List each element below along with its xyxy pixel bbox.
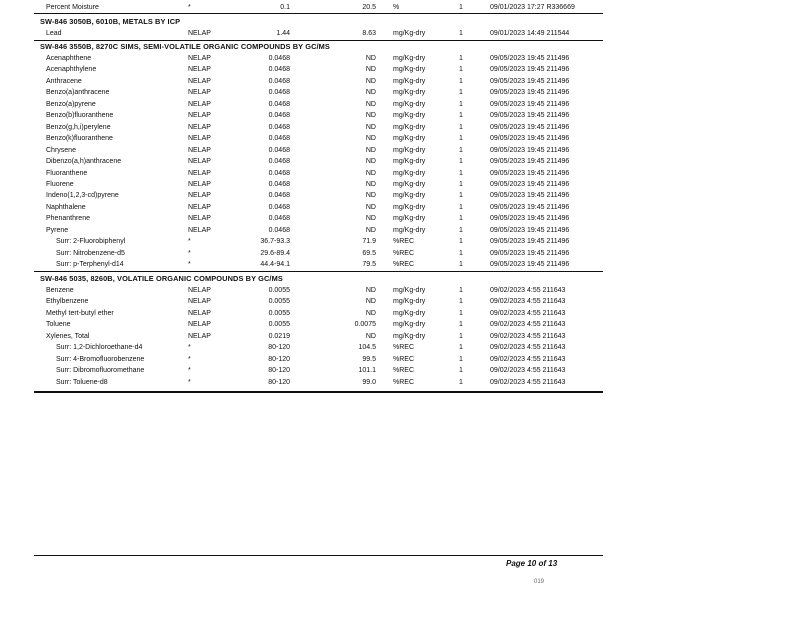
table-row — [0, 156, 800, 167]
analysis-date-batch: 09/02/2023 4:55 211643 — [490, 332, 566, 340]
analysis-date-batch: 09/05/2023 19:45 211496 — [490, 180, 570, 188]
analysis-date-batch: 09/02/2023 4:55 211643 — [490, 344, 566, 352]
dilution-factor: 1 — [459, 100, 463, 108]
units: mg/Kg-dry — [393, 332, 426, 340]
dilution-factor: 1 — [459, 192, 463, 200]
analyte-name: Percent Moisture — [46, 4, 99, 11]
result-value: 8.63 — [362, 30, 376, 37]
result-value: 0.0075 — [354, 321, 376, 329]
analyte-name: Toluene — [46, 321, 71, 329]
analysis-date-batch: 09/05/2023 19:45 211496 — [490, 238, 570, 246]
analyte-name: Lead — [46, 30, 62, 37]
units: mg/Kg-dry — [393, 192, 426, 200]
table-row — [0, 122, 800, 133]
result-value: ND — [365, 215, 376, 223]
scan-mark: 019 — [534, 579, 545, 585]
result-value: ND — [365, 146, 376, 154]
analyte-name: Benzo(a)pyrene — [46, 100, 96, 108]
reporting-limit: 80-120 — [268, 344, 290, 352]
table-row — [0, 2, 800, 13]
certification: * — [188, 249, 191, 257]
reporting-limit: 0.0468 — [268, 192, 290, 200]
reporting-limit: 0.0468 — [268, 180, 290, 188]
certification: NELAP — [188, 192, 211, 200]
dilution-factor: 1 — [459, 249, 463, 257]
result-value: 99.0 — [362, 378, 376, 386]
reporting-limit: 80-120 — [268, 378, 290, 386]
table-row — [0, 99, 800, 110]
reporting-limit: 0.0468 — [268, 146, 290, 154]
result-value: 71.9 — [362, 238, 376, 246]
analysis-date-batch: 09/05/2023 19:45 211496 — [490, 261, 570, 269]
certification: NELAP — [188, 332, 211, 340]
table-row — [0, 213, 800, 224]
certification: NELAP — [188, 135, 211, 143]
analyte-name: Benzo(b)fluoranthene — [46, 112, 114, 120]
units: mg/Kg-dry — [393, 226, 426, 234]
analyte-name: Xylenes, Total — [46, 332, 90, 340]
analyte-name: Phenanthrene — [46, 215, 90, 223]
certification: * — [188, 355, 191, 363]
reporting-limit: 80-120 — [268, 367, 290, 375]
certification: * — [188, 378, 191, 386]
analyte-name: Naphthalene — [46, 203, 86, 211]
dilution-factor: 1 — [459, 135, 463, 143]
reporting-limit: 0.0468 — [268, 203, 290, 211]
analyte-name: Ethylbenzene — [46, 298, 89, 306]
analyte-name: Surr: Nitrobenzene-d5 — [56, 249, 125, 257]
certification: NELAP — [188, 169, 211, 177]
result-value: 101.1 — [358, 367, 376, 375]
units: %REC — [393, 355, 415, 363]
reporting-limit: 0.0055 — [268, 287, 290, 294]
table-row — [0, 331, 800, 342]
dilution-factor: 1 — [459, 180, 463, 188]
dilution-factor: 1 — [459, 146, 463, 154]
result-value: ND — [365, 123, 376, 131]
table-row — [0, 53, 800, 64]
result-value: ND — [365, 180, 376, 188]
certification: * — [188, 4, 191, 11]
analyte-name: Surr: p-Terphenyl-d14 — [56, 261, 124, 269]
units: mg/Kg-dry — [393, 215, 426, 223]
reporting-limit: 0.0055 — [268, 309, 290, 317]
result-value: ND — [365, 298, 376, 306]
units: mg/Kg-dry — [393, 169, 426, 177]
analyte-name: Fluorene — [46, 180, 74, 188]
dilution-factor: 1 — [459, 298, 463, 306]
dilution-factor: 1 — [459, 30, 463, 37]
analysis-date-batch: 09/02/2023 4:55 211643 — [490, 321, 566, 329]
certification: NELAP — [188, 146, 211, 154]
dilution-factor: 1 — [459, 321, 463, 329]
units: mg/Kg-dry — [393, 158, 426, 166]
dilution-factor: 1 — [459, 344, 463, 352]
analysis-date-batch: 09/05/2023 19:45 211496 — [490, 203, 570, 211]
result-value: ND — [365, 112, 376, 120]
result-value: 79.5 — [362, 261, 376, 269]
analysis-date-batch: 09/05/2023 19:45 211496 — [490, 158, 570, 166]
units: mg/Kg-dry — [393, 321, 426, 329]
result-value: 20.5 — [362, 4, 376, 11]
certification: NELAP — [188, 89, 211, 97]
units: % — [393, 4, 400, 11]
dilution-factor: 1 — [459, 215, 463, 223]
section-divider — [34, 391, 603, 393]
units: mg/Kg-dry — [393, 180, 426, 188]
analysis-date-batch: 09/05/2023 19:45 211496 — [490, 112, 570, 120]
section-title: SW-846 5035, 8260B, VOLATILE ORGANIC COMPOUNDS BY GC/MS — [40, 274, 283, 283]
analyte-name: Surr: Dibromofluoromethane — [56, 367, 145, 375]
result-value: ND — [365, 226, 376, 234]
dilution-factor: 1 — [459, 55, 463, 62]
dilution-factor: 1 — [459, 123, 463, 131]
reporting-limit: 0.0468 — [268, 112, 290, 120]
dilution-factor: 1 — [459, 226, 463, 234]
analyte-name: Indeno(1,2,3-cd)pyrene — [46, 192, 119, 200]
table-row — [0, 87, 800, 98]
analysis-date-batch: 09/05/2023 19:45 211496 — [490, 89, 570, 97]
units: mg/Kg-dry — [393, 55, 426, 62]
table-row — [0, 145, 800, 156]
result-value: ND — [365, 55, 376, 62]
result-value: ND — [365, 77, 376, 85]
reporting-limit: 36.7-93.3 — [260, 238, 290, 246]
result-value: ND — [365, 332, 376, 340]
certification: * — [188, 367, 191, 375]
table-row — [0, 202, 800, 213]
table-row — [0, 76, 800, 87]
units: mg/Kg-dry — [393, 287, 426, 294]
dilution-factor: 1 — [459, 169, 463, 177]
certification: * — [188, 238, 191, 246]
dilution-factor: 1 — [459, 378, 463, 386]
dilution-factor: 1 — [459, 332, 463, 340]
reporting-limit: 0.0468 — [268, 135, 290, 143]
table-row — [0, 168, 800, 179]
result-value: ND — [365, 192, 376, 200]
certification: NELAP — [188, 287, 211, 294]
table-row — [0, 296, 800, 307]
table-row — [0, 259, 800, 270]
table-row — [0, 342, 800, 353]
reporting-limit: 0.0468 — [268, 169, 290, 177]
units: %REC — [393, 238, 415, 246]
table-row — [0, 236, 800, 247]
certification: NELAP — [188, 100, 211, 108]
analyte-name: Benzo(a)anthracene — [46, 89, 110, 97]
dilution-factor: 1 — [459, 309, 463, 317]
table-row — [0, 110, 800, 121]
analyte-name: Methyl tert-butyl ether — [46, 309, 114, 317]
units: mg/Kg-dry — [393, 112, 426, 120]
table-row — [0, 179, 800, 190]
section-divider — [34, 13, 603, 14]
analysis-date-batch: 09/05/2023 19:45 211496 — [490, 249, 570, 257]
dilution-factor: 1 — [459, 112, 463, 120]
footer-divider — [34, 555, 603, 556]
units: %REC — [393, 378, 415, 386]
reporting-limit: 0.0468 — [268, 158, 290, 166]
analysis-date-batch: 09/05/2023 19:45 211496 — [490, 169, 570, 177]
reporting-limit: 0.0468 — [268, 100, 290, 108]
analysis-date-batch: 09/01/2023 14:49 211544 — [490, 30, 570, 37]
table-row — [0, 365, 800, 376]
units: %REC — [393, 367, 415, 375]
dilution-factor: 1 — [459, 203, 463, 211]
table-row — [0, 64, 800, 75]
certification: NELAP — [188, 180, 211, 188]
table-row — [0, 354, 800, 365]
reporting-limit: 44.4-94.1 — [260, 261, 290, 269]
certification: NELAP — [188, 112, 211, 120]
section-divider — [34, 40, 603, 41]
page-number: Page 10 of 13 — [506, 559, 558, 568]
analyte-name: Surr: Toluene-d8 — [56, 378, 108, 386]
analysis-date-batch: 09/05/2023 19:45 211496 — [490, 66, 570, 74]
certification: NELAP — [188, 77, 211, 85]
certification: NELAP — [188, 298, 211, 306]
result-value: ND — [365, 100, 376, 108]
result-value: 99.5 — [362, 355, 376, 363]
result-value: 104.5 — [358, 344, 376, 352]
certification: * — [188, 261, 191, 269]
analyte-name: Acenaphthylene — [46, 66, 97, 74]
certification: NELAP — [188, 123, 211, 131]
units: mg/Kg-dry — [393, 146, 426, 154]
certification: NELAP — [188, 30, 211, 37]
dilution-factor: 1 — [459, 158, 463, 166]
dilution-factor: 1 — [459, 261, 463, 269]
units: mg/Kg-dry — [393, 77, 426, 85]
analyte-name: Fluoranthene — [46, 169, 88, 177]
reporting-limit: 0.0468 — [268, 66, 290, 74]
certification: NELAP — [188, 321, 211, 329]
units: %REC — [393, 344, 415, 352]
analysis-date-batch: 09/05/2023 19:45 211496 — [490, 226, 570, 234]
reporting-limit: 0.0468 — [268, 55, 290, 62]
section-title: SW-846 3550B, 8270C SIMS, SEMI-VOLATILE ORGANIC COMPOUNDS BY GC/MS — [40, 42, 330, 51]
certification: NELAP — [188, 203, 211, 211]
dilution-factor: 1 — [459, 238, 463, 246]
units: %REC — [393, 249, 415, 257]
reporting-limit: 0.0219 — [268, 332, 290, 340]
table-row — [0, 190, 800, 201]
units: mg/Kg-dry — [393, 100, 426, 108]
table-row — [0, 319, 800, 330]
result-value: ND — [365, 89, 376, 97]
certification: * — [188, 344, 191, 352]
units: mg/Kg-dry — [393, 309, 426, 317]
reporting-limit: 0.0055 — [268, 298, 290, 306]
units: %REC — [393, 261, 415, 269]
analysis-date-batch: 09/02/2023 4:55 211643 — [490, 309, 566, 317]
analyte-name: Anthracene — [46, 77, 82, 85]
certification: NELAP — [188, 55, 211, 62]
dilution-factor: 1 — [459, 89, 463, 97]
table-row — [0, 248, 800, 259]
analysis-date-batch: 09/02/2023 4:55 211643 — [490, 367, 566, 375]
certification: NELAP — [188, 66, 211, 74]
units: mg/Kg-dry — [393, 89, 426, 97]
analysis-date-batch: 09/05/2023 19:45 211496 — [490, 55, 570, 62]
analysis-date-batch: 09/05/2023 19:45 211496 — [490, 135, 570, 143]
result-value: ND — [365, 203, 376, 211]
analyte-name: Pyrene — [46, 226, 69, 234]
dilution-factor: 1 — [459, 66, 463, 74]
analyte-name: Benzene — [46, 287, 74, 294]
analysis-date-batch: 09/05/2023 19:45 211496 — [490, 77, 570, 85]
result-value: 69.5 — [362, 249, 376, 257]
units: mg/Kg-dry — [393, 135, 426, 143]
analysis-date-batch: 09/05/2023 19:45 211496 — [490, 100, 570, 108]
analysis-date-batch: 09/05/2023 19:45 211496 — [490, 146, 570, 154]
certification: NELAP — [188, 215, 211, 223]
analysis-date-batch: 09/02/2023 4:55 211643 — [490, 298, 566, 306]
table-row — [0, 28, 800, 39]
result-value: ND — [365, 287, 376, 294]
table-row — [0, 308, 800, 319]
dilution-factor: 1 — [459, 4, 463, 11]
table-row — [0, 285, 800, 296]
analyte-name: Dibenzo(a,h)anthracene — [46, 158, 122, 166]
analysis-date-batch: 09/02/2023 4:55 211643 — [490, 287, 566, 294]
analysis-date-batch: 09/02/2023 4:55 211643 — [490, 355, 566, 363]
result-value: ND — [365, 169, 376, 177]
units: mg/Kg-dry — [393, 203, 426, 211]
units: mg/Kg-dry — [393, 66, 426, 74]
reporting-limit: 29.6-89.4 — [260, 249, 290, 257]
analyte-name: Acenaphthene — [46, 55, 92, 62]
reporting-limit: 80-120 — [268, 355, 290, 363]
result-value: ND — [365, 158, 376, 166]
reporting-limit: 0.1 — [280, 4, 290, 11]
units: mg/Kg-dry — [393, 298, 426, 306]
certification: NELAP — [188, 226, 211, 234]
reporting-limit: 0.0468 — [268, 77, 290, 85]
certification: NELAP — [188, 309, 211, 317]
analyte-name: Surr: 1,2-Dichloroethane-d4 — [56, 344, 143, 352]
dilution-factor: 1 — [459, 367, 463, 375]
units: mg/Kg-dry — [393, 123, 426, 131]
analysis-date-batch: 09/05/2023 19:45 211496 — [490, 123, 570, 131]
analyte-name: Benzo(g,h,i)perylene — [46, 123, 111, 131]
dilution-factor: 1 — [459, 287, 463, 294]
analyte-name: Chrysene — [46, 146, 76, 154]
reporting-limit: 0.0055 — [268, 321, 290, 329]
table-row — [0, 133, 800, 144]
analysis-date-batch: 09/05/2023 19:45 211496 — [490, 192, 570, 200]
reporting-limit: 0.0468 — [268, 226, 290, 234]
units: mg/Kg-dry — [393, 30, 426, 37]
dilution-factor: 1 — [459, 355, 463, 363]
analyte-name: Surr: 2-Fluorobiphenyl — [56, 238, 126, 246]
reporting-limit: 0.0468 — [268, 215, 290, 223]
result-value: ND — [365, 66, 376, 74]
reporting-limit: 0.0468 — [268, 89, 290, 97]
analyte-name: Surr: 4-Bromofluorobenzene — [56, 355, 145, 363]
section-title: SW-846 3050B, 6010B, METALS BY ICP — [40, 17, 181, 26]
analysis-date-batch: 09/02/2023 4:55 211643 — [490, 378, 566, 386]
reporting-limit: 1.44 — [276, 30, 290, 37]
analyte-name: Benzo(k)fluoranthene — [46, 135, 113, 143]
reporting-limit: 0.0468 — [268, 123, 290, 131]
result-value: ND — [365, 309, 376, 317]
analysis-date-batch: 09/01/2023 17:27 R336669 — [490, 4, 575, 11]
table-row — [0, 377, 800, 388]
section-divider — [34, 271, 603, 272]
dilution-factor: 1 — [459, 77, 463, 85]
result-value: ND — [365, 135, 376, 143]
analysis-date-batch: 09/05/2023 19:45 211496 — [490, 215, 570, 223]
table-row — [0, 225, 800, 236]
certification: NELAP — [188, 158, 211, 166]
